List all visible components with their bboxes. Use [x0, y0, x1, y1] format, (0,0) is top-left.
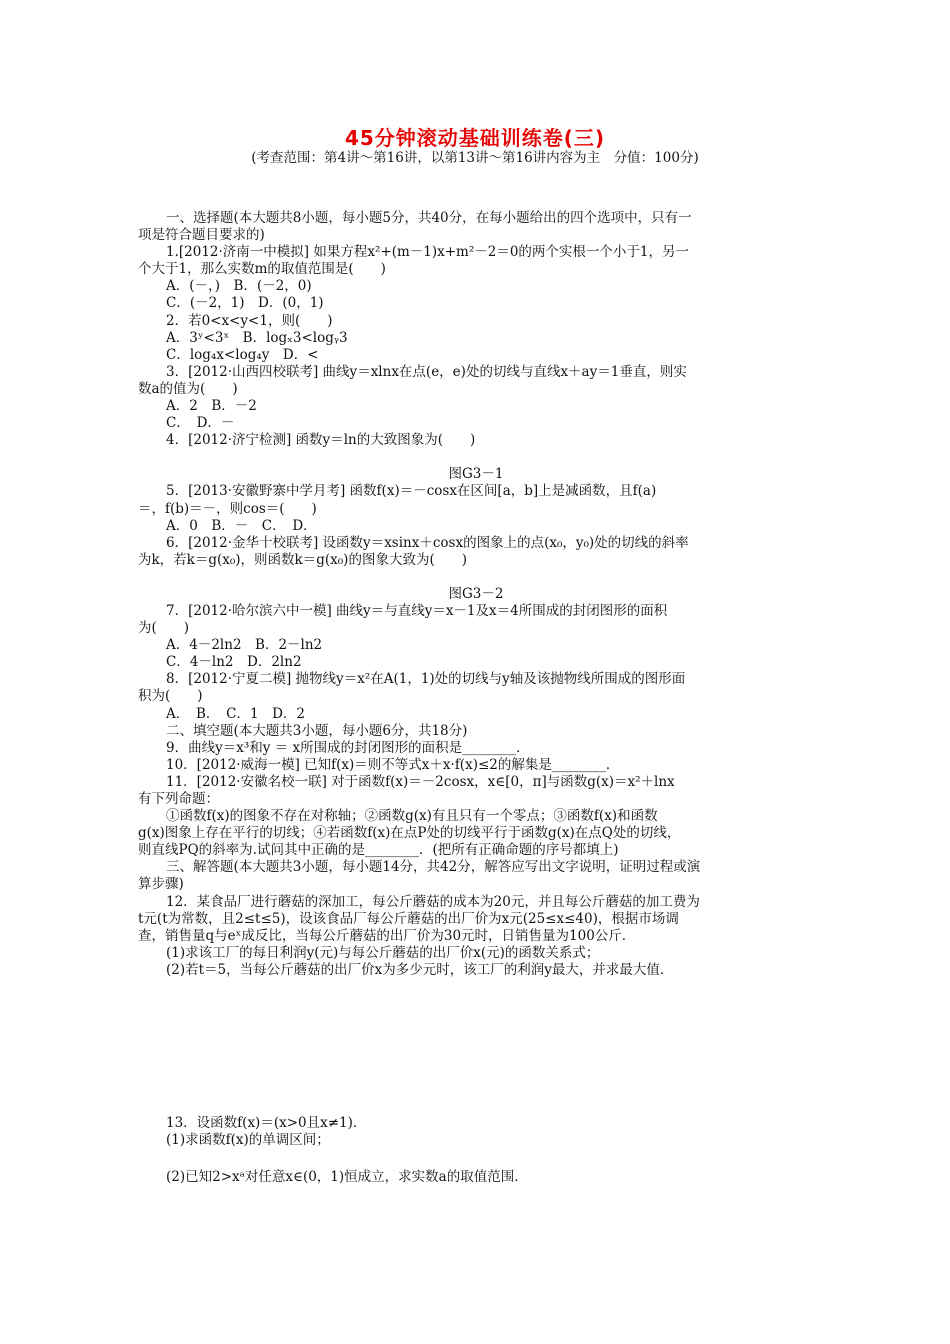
- sub-question: (1)求函数f(x)的单调区间；: [166, 1132, 330, 1149]
- question-6: 6．[2012·金华十校联考] 设函数y＝xsinx＋cosx的图象上的点(x₀，y₀)处的切线的斜率: [166, 534, 689, 551]
- question-10: 10．[2012·威海一模] 已知f(x)＝则不等式x＋x·f(x)≤2的解集是________．: [166, 756, 620, 773]
- option-line: C．4－ln2 D．2ln2: [166, 654, 302, 671]
- question-1: 1.[2012·济南一中模拟] 如果方程x²+(m－1)x+m²－2＝0的两个实根一个小于1，另一: [166, 244, 690, 261]
- text-line: 有下列命题：: [138, 791, 219, 807]
- option-line: A． B． C．1 D．2: [166, 705, 306, 722]
- figure-caption: 图G3－2: [448, 585, 504, 602]
- question-8: 8．[2012·宁夏二模] 抛物线y＝x²在A(1，1)处的切线与y轴及该抛物线所围成的图形面: [166, 671, 686, 688]
- option-line: A．(－，) B．(－2，0): [166, 278, 312, 295]
- text-line: 个大于1，那么实数m的取值范围是( ): [138, 261, 386, 278]
- text-line: t元(t为常数，且2≤t≤5)，设该食品厂每公斤蘑菇的出厂价为x元(25≤x≤40)，根据市场调: [138, 910, 679, 927]
- text-line: 项是符合题目要求的): [138, 227, 265, 244]
- option-line: A．2 B．－2: [166, 398, 257, 415]
- text-line: 为( ): [138, 620, 190, 637]
- question-12: 12．某食品厂进行蘑菇的深加工，每公斤蘑菇的成本为20元，并且每公斤蘑菇的加工费为: [166, 893, 700, 910]
- option-line: A．0 B．－ C． D．: [166, 517, 317, 534]
- option-line: A．3ʸ<3ˣ B．logₓ3<logᵧ3: [166, 329, 348, 346]
- question-4: 4．[2012·济宁检测] 函数y＝ln的大致图象为( ): [166, 432, 476, 449]
- text-line: 查，销售量q与eˣ成反比，当每公斤蘑菇的出厂价为30元时，日销售量为100公斤．: [138, 927, 636, 944]
- option-line: A．4－2ln2 B．2－ln2: [166, 637, 323, 654]
- page-title: 45分钟滚动基础训练卷(三): [344, 126, 606, 150]
- text-line: 算步骤): [138, 876, 184, 893]
- section-heading-fill: 二、填空题(本大题共3小题，每小题6分，共18分): [166, 722, 468, 739]
- section-heading-answer: 三、解答题(本大题共3小题，每小题14分，共42分，解答应写出文字说明，证明过程或演: [166, 859, 701, 876]
- question-13: 13．设函数f(x)＝(x>0且x≠1)．: [166, 1115, 367, 1132]
- document-body: [138, 210, 814, 1186]
- option-line: C．log₄x<log₄y D．<: [166, 346, 319, 363]
- figure-caption: 图G3－1: [448, 466, 504, 483]
- text-line: 数a的值为( ): [138, 380, 238, 397]
- question-2: 2．若0<x<y<1，则( ): [166, 312, 333, 329]
- text-line: ＝，f(b)＝－，则cos＝( ): [138, 500, 317, 517]
- sub-question: (1)求该工厂的每日利润y(元)与每公斤蘑菇的出厂价x(元)的函数关系式；: [166, 944, 600, 961]
- question-11: 11．[2012·安徽名校一联] 对于函数f(x)＝－2cosx，x∈[0，π]与函数g(x)＝x²＋lnx: [166, 773, 675, 790]
- text-line: g(x)图象上存在平行的切线；④若函数f(x)在点P处的切线平行于函数g(x)在点Q处的切线，: [138, 825, 681, 842]
- section-heading-choice: 一、选择题(本大题共8小题，每小题5分，共40分，在每小题给出的四个选项中，只有一: [166, 210, 692, 226]
- page-subtitle: (考查范围：第4讲～第16讲，以第13讲～第16讲内容为主 分值：100分): [251, 150, 699, 166]
- text-line: 则直线PQ的斜率为.试问其中正确的是________．(把所有正确命题的序号都填上): [138, 842, 619, 859]
- question-7: 7．[2012·哈尔滨六中一模] 曲线y＝与直线y＝x－1及x＝4所围成的封闭图形的面积: [166, 602, 668, 619]
- text-line: 积为( ): [138, 688, 203, 705]
- option-line: C． D．－: [166, 415, 235, 432]
- text-line: 为k，若k＝g(x₀)，则函数k＝g(x₀)的图象大致为( ): [138, 551, 467, 568]
- question-5: 5．[2013·安徽野寨中学月考] 函数f(x)＝－cosx在区间[a，b]上是减函数，且f(a): [166, 483, 657, 500]
- text-line: ①函数f(x)的图象不存在对称轴；②函数g(x)有且只有一个零点；③函数f(x)和函数: [166, 808, 658, 825]
- sub-question: (2)已知2>xᵃ对任意x∈(0，1)恒成立，求实数a的取值范围．: [166, 1169, 528, 1186]
- option-line: C．(－2，1) D．(0，1): [166, 295, 324, 312]
- question-9: 9．曲线y＝x³和y ＝ x所围成的封闭图形的面积是________．: [166, 739, 530, 756]
- question-3: 3．[2012·山西四校联考] 曲线y＝xlnx在点(e，e)处的切线与直线x＋ay＝1垂直，则实: [166, 363, 687, 380]
- sub-question: (2)若t＝5，当每公斤蘑菇的出厂价x为多少元时，该工厂的利润y最大，并求最大值．: [166, 961, 674, 978]
